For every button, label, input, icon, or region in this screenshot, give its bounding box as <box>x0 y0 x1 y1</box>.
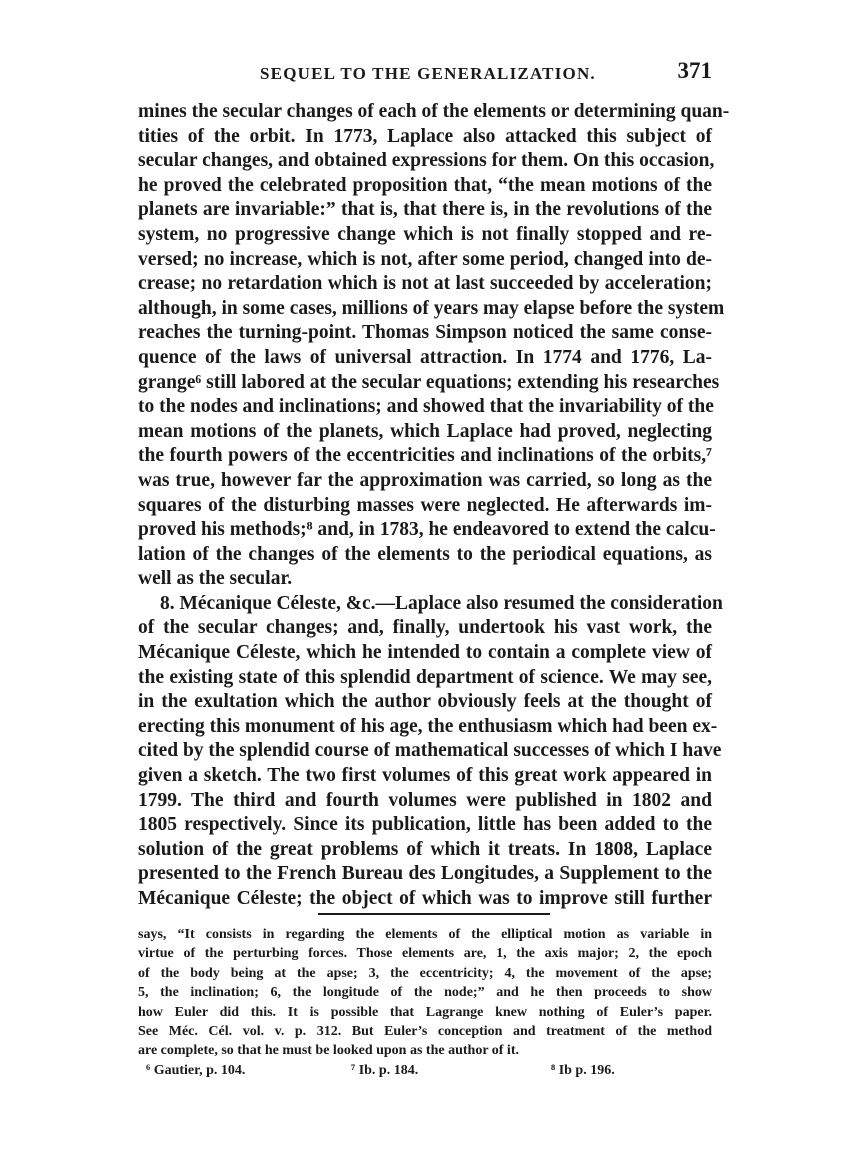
footnote-ref-7: ⁷ Ib. p. 184. <box>351 1062 419 1078</box>
text-line: proved his methods;⁸ and, in 1783, he endeavored to extend the calcu- <box>138 519 716 541</box>
footnote-divider <box>318 913 550 915</box>
footnote-ref-8: ⁸ Ib p. 196. <box>551 1062 615 1078</box>
text-line: he proved the celebrated proposition that, “the mean motions of the <box>138 174 712 196</box>
text-line: tities of the orbit. In 1773, Laplace also attacked this subject of <box>138 125 712 147</box>
footnote-references <box>138 1061 712 1080</box>
text-line: 1799. The third and fourth volumes were published in 1802 and <box>138 789 712 811</box>
text-line: the fourth powers of the eccentricities and inclinations of the orbits,⁷ <box>138 445 712 467</box>
text-line: grange⁶ still labored at the secular equations; extending his researches <box>138 371 720 393</box>
text-line: lation of the changes of the elements to the periodical equations, as <box>138 543 712 565</box>
text-line: given a sketch. The two first volumes of this great work appeared in <box>138 765 712 787</box>
text-line: the existing state of this splendid department of science. We may see, <box>138 666 712 688</box>
text-line: squares of the disturbing masses were neglected. He afterwards im- <box>138 494 712 516</box>
page-number: 371 <box>677 58 712 83</box>
text-line: versed; no increase, which is not, after some period, changed into de- <box>138 248 712 270</box>
text-line: well as the secular. <box>138 568 293 590</box>
footnote-line: says, “It consists in regarding the elements of the elliptical motion as variable in <box>138 927 712 942</box>
text-line: cited by the splendid course of mathematical successes of which I have <box>138 740 722 762</box>
footnote-line: how Euler did this. It is possible that Lagrange knew nothing of Euler’s paper. <box>138 1004 712 1020</box>
text-line: secular changes, and obtained expressions for them. On this occasion, <box>138 150 715 172</box>
page-header <box>138 58 712 88</box>
text-line: crease; no retardation which is not at last succeeded by acceleration; <box>138 273 712 295</box>
text-line: solution of the great problems of which it treats. In 1808, Laplace <box>138 838 712 860</box>
footnote-line: of the body being at the apse; 3, the eccentricity; 4, the movement of the apse; <box>138 965 712 981</box>
text-line: to the nodes and inclinations; and showed that the invariability of the <box>138 396 714 418</box>
text-line: in the exultation which the author obviously feels at the thought of <box>138 691 712 713</box>
text-line: system, no progressive change which is not finally stopped and re- <box>138 223 712 245</box>
footnote-ref-6: ⁶ Gautier, p. 104. <box>146 1062 246 1078</box>
text-line: of the secular changes; and, finally, undertook his vast work, the <box>138 617 712 639</box>
text-line: Mécanique Céleste; the object of which was to improve still further <box>138 888 712 909</box>
footnote-line: 5, the inclination; 6, the longitude of the node;” and he then proceeds to show <box>138 985 712 1001</box>
text-line: mean motions of the planets, which Laplace had proved, neglecting <box>138 420 712 442</box>
text-line: erecting this monument of his age, the enthusiasm which had been ex- <box>138 715 718 737</box>
text-line: quence of the laws of universal attraction. In 1774 and 1776, La- <box>138 346 712 368</box>
text-line: reaches the turning-point. Thomas Simpson noticed the same conse- <box>138 322 712 344</box>
running-head: SEQUEL TO THE GENERALIZATION. <box>260 64 596 83</box>
text-line: 1805 respectively. Since its publication, little has been added to the <box>138 814 712 836</box>
text-line: mines the secular changes of each of the elements or determining quan- <box>138 101 730 122</box>
footnotes <box>138 925 712 1080</box>
text-line: presented to the French Bureau des Longitudes, a Supplement to the <box>138 863 712 885</box>
footnote-line: are complete, so that he must be looked upon as the author of it. <box>138 1043 519 1059</box>
text-line: planets are invariable:” that is, that there is, in the revolutions of the <box>138 199 712 221</box>
footnote-line: See Méc. Cél. vol. v. p. 312. But Euler’s conception and treatment of the method <box>138 1023 712 1039</box>
main-text <box>138 100 730 912</box>
text-line: although, in some cases, millions of years may elapse before the system <box>138 297 725 319</box>
footnote-line: virtue of the perturbing forces. Those elements are, 1, the axis major; 2, the epoch <box>138 946 712 962</box>
text-line: Mécanique Céleste, which he intended to contain a complete view of <box>138 642 712 664</box>
text-line: was true, however far the approximation was carried, so long as the <box>138 469 712 491</box>
section-heading-line: 8. Mécanique Céleste, &c.—Laplace also resumed the consideration <box>160 592 723 614</box>
